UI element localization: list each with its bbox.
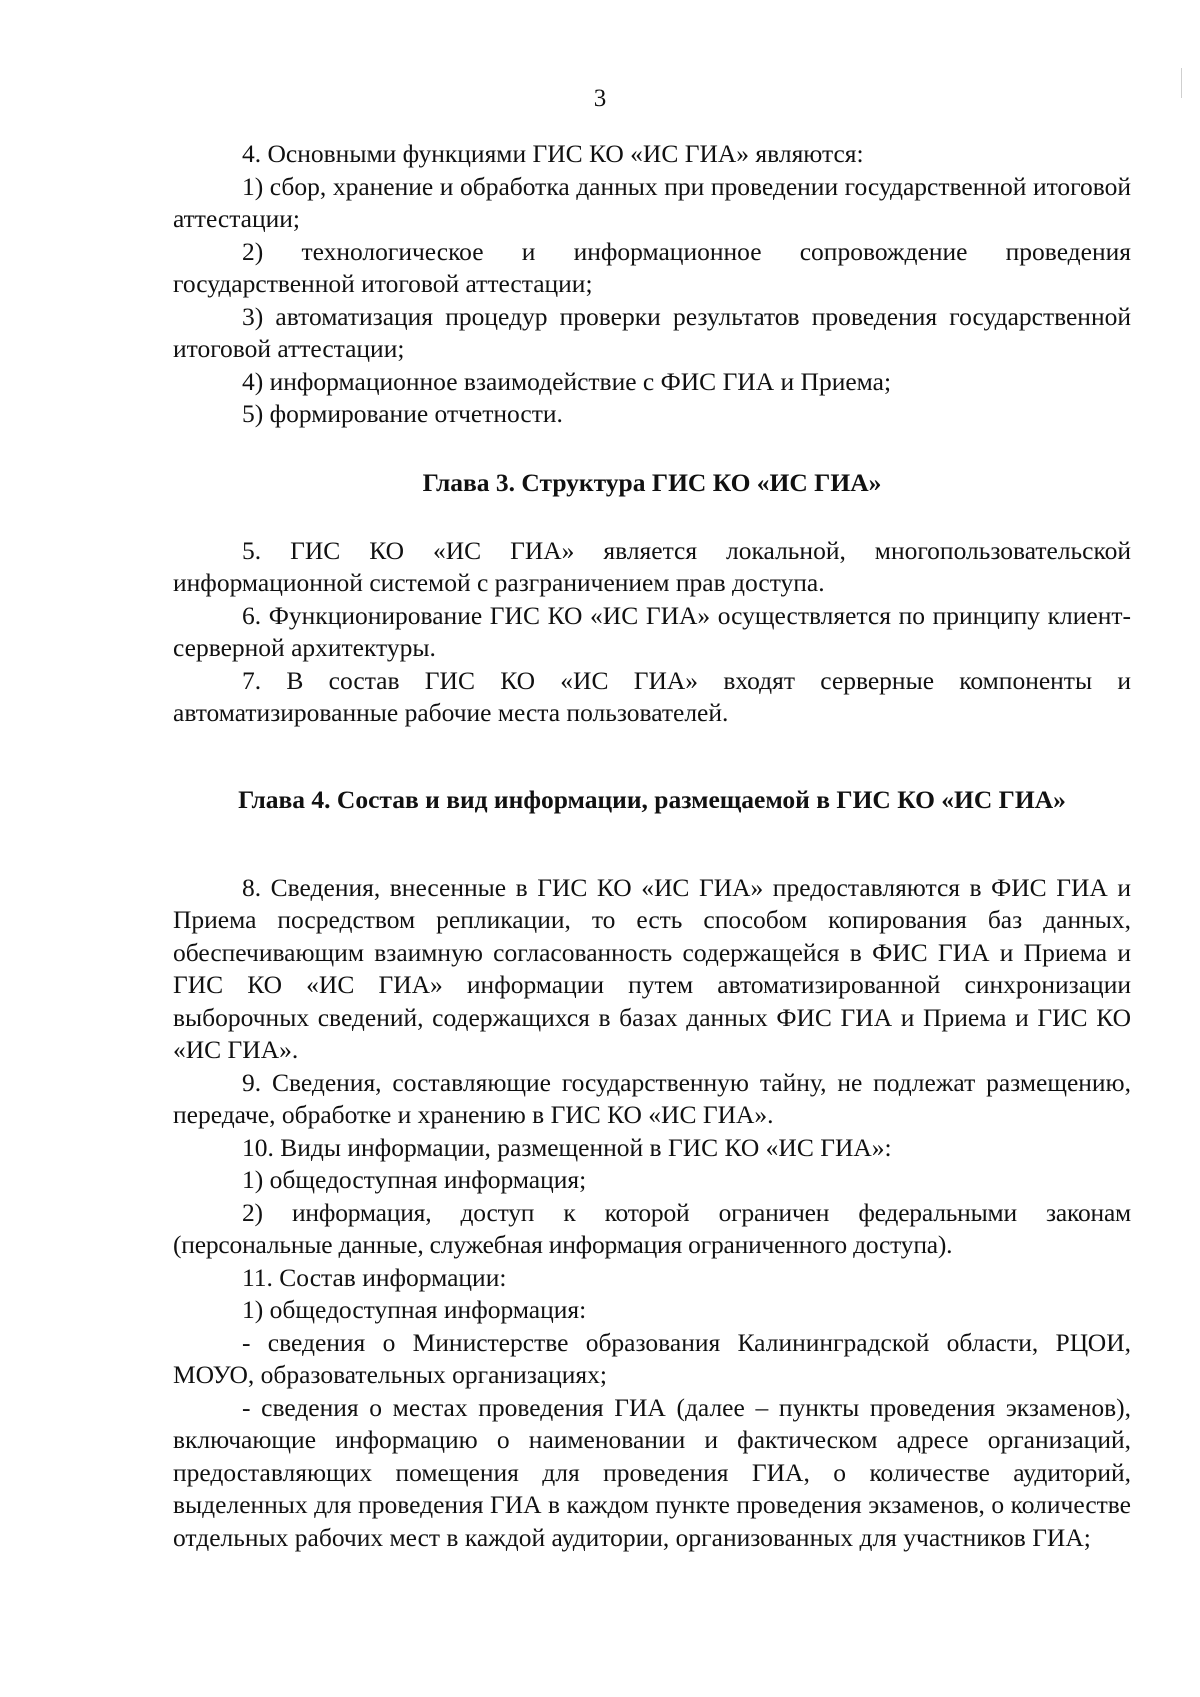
paragraph-6: 6. Функционирование ГИС КО «ИС ГИА» осуществляется по принципу клиент-серверной архитектуры. [173, 600, 1131, 662]
list-item-4-3: 3) автоматизация процедур проверки результатов проведения государственной итоговой аттестации; [173, 301, 1131, 363]
list-item-4-2: 2) технологическое и информационное сопровождение проведения государственной итоговой аттестации; [173, 236, 1131, 298]
page-number: 3 [593, 85, 607, 112]
chapter-4-heading: Глава 4. Состав и вид информации, размещаемой в ГИС КО «ИС ГИА» [238, 784, 1066, 814]
document-body [173, 138, 1131, 1554]
paragraph-7: 7. В состав ГИС КО «ИС ГИА» входят серверные компоненты и автоматизированные рабочие места пользователей. [173, 665, 1131, 727]
paragraph-11: 11. Состав информации: [242, 1262, 507, 1292]
bullet-item-exam-points: - сведения о местах проведения ГИА (далее – пункты проведения экзаменов), включающие информацию о наименовании и фактическом адресе организаций, предоставляющих помещения для проведения ГИА, о количестве аудиторий, выделенных для проведения ГИА в каждом пункте проведения экзаменов, о количестве отдельных рабочих мест в каждой аудитории, организованных для участников ГИА; [173, 1392, 1131, 1552]
list-item-10-2: 2) информация, доступ к которой ограничен федеральными законам (персональные данные, служебная информация ограниченного доступа). [173, 1197, 1131, 1259]
list-item-10-1: 1) общедоступная информация; [242, 1165, 587, 1194]
list-item-4-4: 4) информационное взаимодействие с ФИС ГИА и Приема; [242, 366, 892, 396]
paragraph-4: 4. Основными функциями ГИС КО «ИС ГИА» являются: [242, 139, 864, 168]
list-item-4-5: 5) формирование отчетности. [242, 399, 563, 428]
list-item-11-1: 1) общедоступная информация: [242, 1295, 587, 1324]
bullet-item-ministry: - сведения о Министерстве образования Калининградской области, РЦОИ, МОУО, образовательных организациях; [173, 1327, 1131, 1389]
list-item-4-1: 1) сбор, хранение и обработка данных при проведении государственной итоговой аттестации; [173, 171, 1131, 233]
paragraph-5: 5. ГИС КО «ИС ГИА» является локальной, многопользовательской информационной системой с разграничением прав доступа. [173, 535, 1131, 597]
paragraph-10: 10. Виды информации, размещенной в ГИС КО «ИС ГИА»: [242, 1132, 892, 1162]
paragraph-9: 9. Сведения, составляющие государственную тайну, не подлежат размещению, передаче, обработке и хранению в ГИС КО «ИС ГИА». [173, 1067, 1131, 1129]
paragraph-8: 8. Сведения, внесенные в ГИС КО «ИС ГИА» предоставляются в ФИС ГИА и Приема посредством репликации, то есть способом копирования баз данных, обеспечивающим взаимную согласованность содержащейся в ФИС ГИА и Приема и ГИС КО «ИС ГИА» информации путем автоматизированной синхронизации выборочных сведений, содержащихся в базах данных ФИС ГИА и Приема и ГИС КО «ИС ГИА». [173, 872, 1131, 1064]
chapter-3-heading: Глава 3. Структура ГИС КО «ИС ГИА» [422, 467, 882, 497]
